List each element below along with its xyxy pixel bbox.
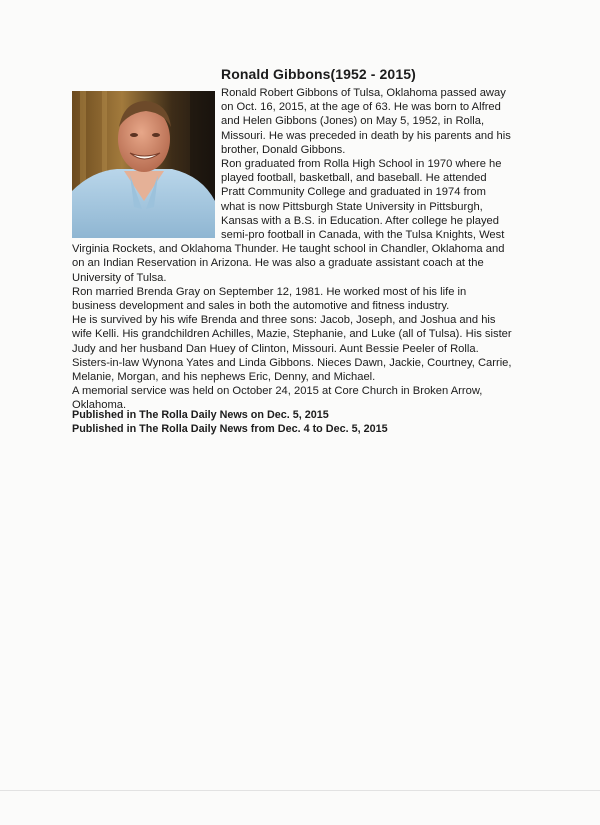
obituary-body	[72, 86, 512, 413]
obituary-title: Ronald Gibbons(1952 - 2015)	[221, 66, 416, 82]
paragraph-survivors: He is survived by his wife Brenda and three sons: Jacob, Joseph, and Joshua and his wife Kelli. His grandchildren Achilles, Mazie, Stephanie, and Luke (all of Tulsa). His sister Judy and her husband Dan Huey of Clinton, Missouri. Aunt Bessie Peeler of Rolla. Sisters-in-law Wynona Yates and Linda Gibbons. Nieces Dawn, Jackie, Courtney, Carrie, Melanie, Morgan, and his nephews Eric, Denny, and Michael.	[72, 314, 512, 384]
paragraph-career: Ron graduated from Rolla High School in 1970 where he played football, basketball, and baseball. He attended Pratt Community College and graduated in 1974 from what is now Pittsburgh State University in Pittsburgh, Kansas with a B.S. in Education. After college he played semi-pro football in Canada, with the Tulsa Knights, West Virginia Rockets, and Oklahoma Thunder. He taught school in Chandler, Oklahoma and on an Indian Reservation in Arizona. He was also a graduate assistant coach at the University of Tulsa.	[72, 158, 505, 284]
photo-wrap-spacer	[72, 86, 221, 240]
published-line-1: Published in The Rolla Daily News on Dec. 5, 2015	[72, 409, 329, 421]
publication-notes	[72, 408, 532, 436]
published-line-2: Published in The Rolla Daily News from Dec. 4 to Dec. 5, 2015	[72, 423, 388, 435]
scan-edge-line	[0, 790, 600, 791]
paragraph-marriage: Ron married Brenda Gray on September 12, 1981. He worked most of his life in business development and sales in both the automotive and fitness industry.	[72, 285, 467, 313]
paragraph-memorial: A memorial service was held on October 24, 2015 at Core Church in Broken Arrow, Oklahoma.	[72, 385, 483, 412]
paragraph-intro: Ronald Robert Gibbons of Tulsa, Oklahoma passed away on Oct. 16, 2015, at the age of 63. He was born to Alfred and Helen Gibbons (Jones) on May 5, 1952, in Rolla, Missouri. He was preceded in death by his parents and his brother, Donald Gibbons.	[221, 87, 511, 156]
